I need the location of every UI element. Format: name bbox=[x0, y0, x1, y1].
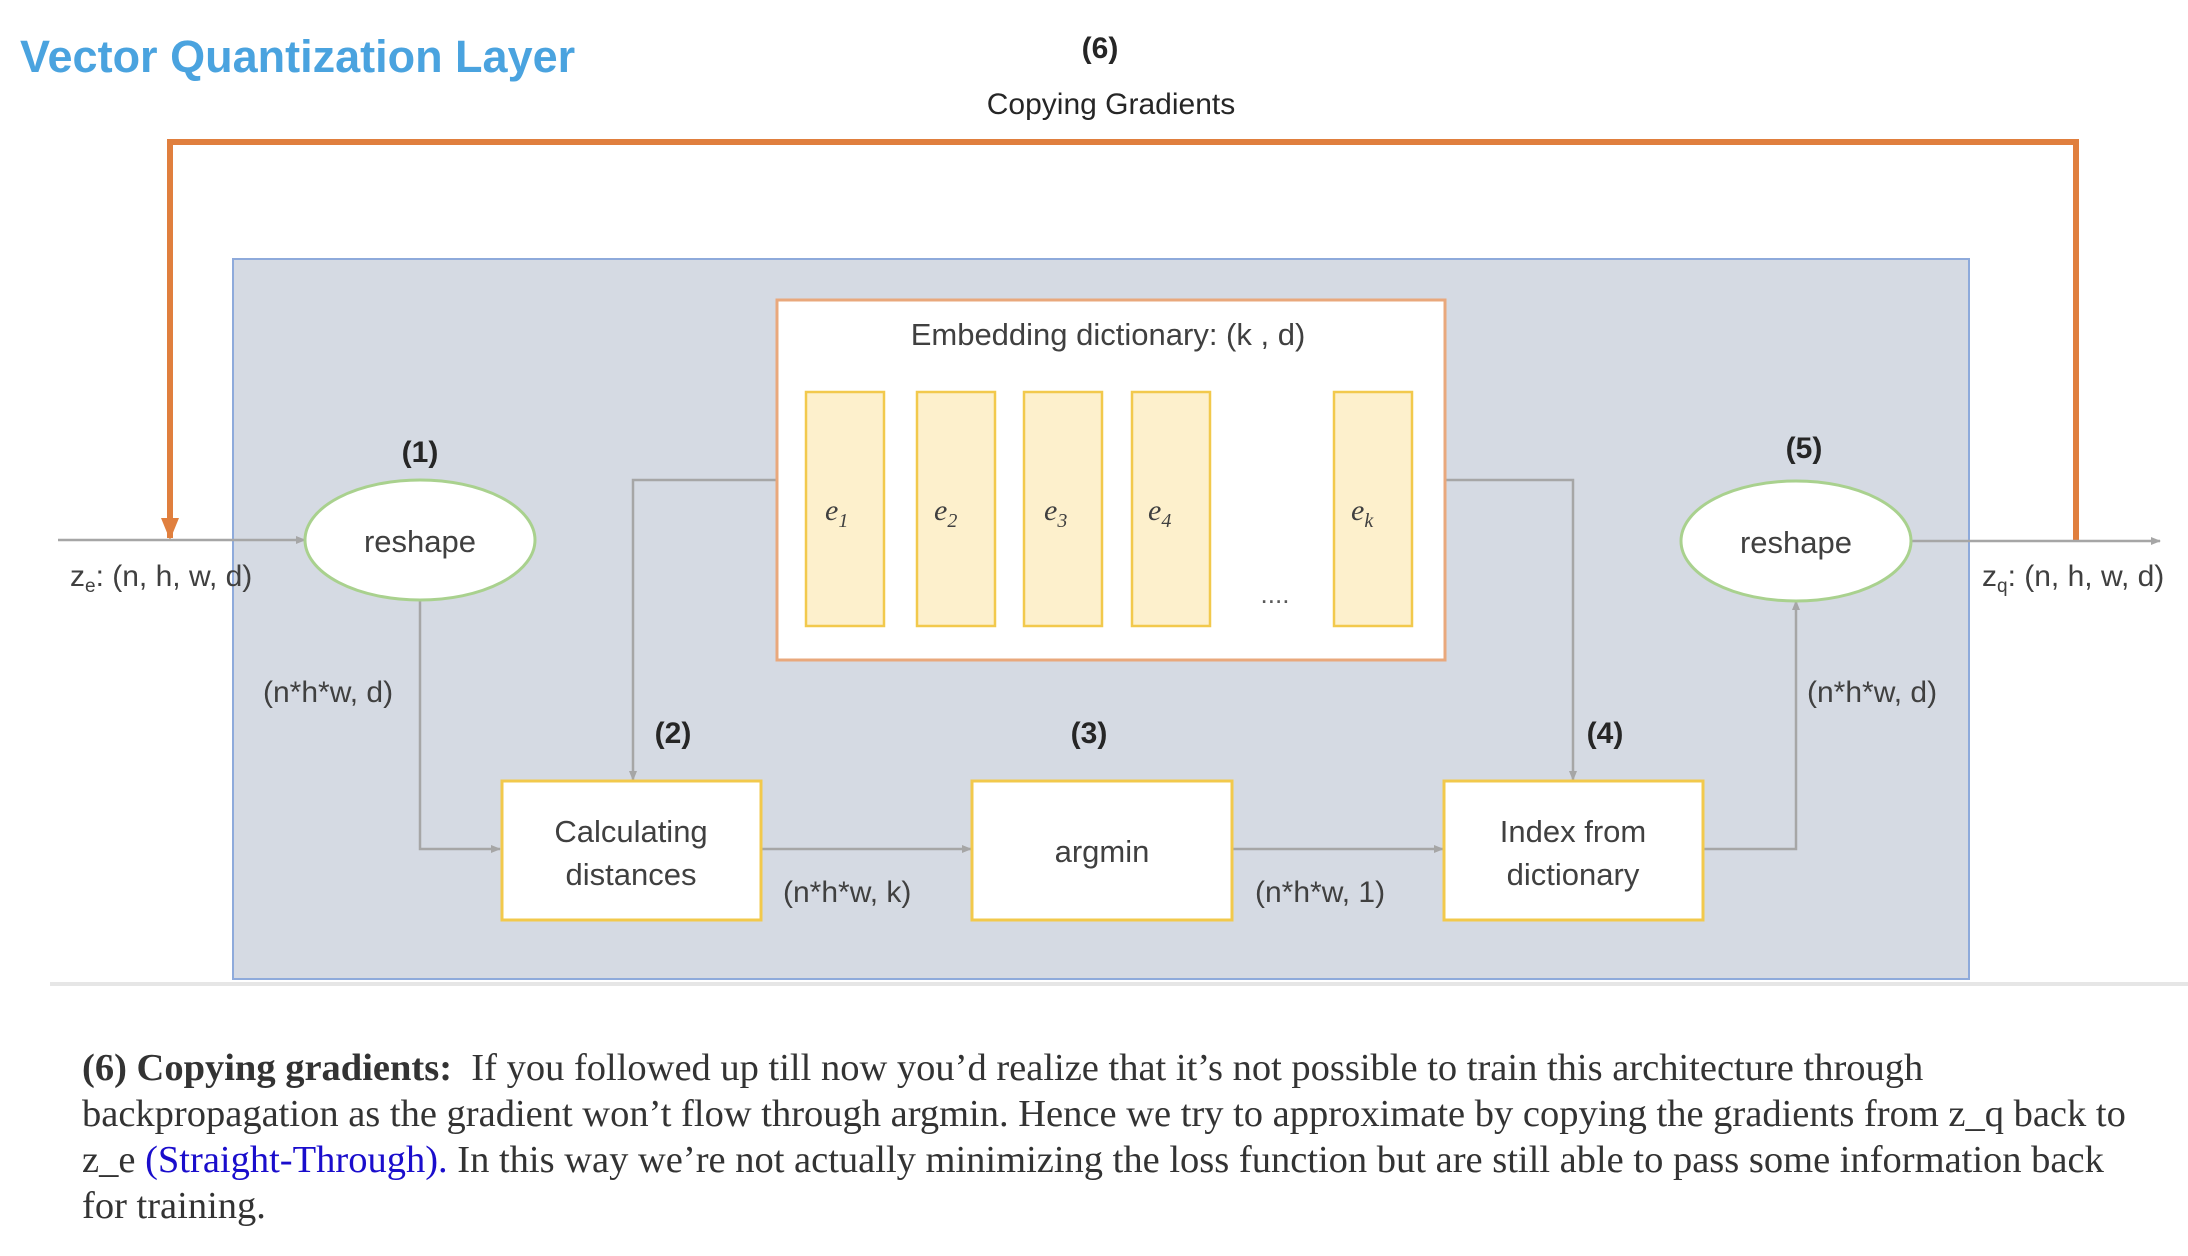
input-shape-label: $z_e$: (n, h, w, d) bbox=[70, 560, 253, 597]
embedding-vector-2 bbox=[917, 392, 995, 626]
embedding-vector-4 bbox=[1132, 392, 1210, 626]
embedding-label-2: $e_2$ bbox=[934, 494, 958, 532]
caption-lead: (6) Copying gradients: bbox=[82, 1047, 453, 1089]
embedding-label-4: $e_4$ bbox=[1148, 494, 1172, 532]
shape-argmin: (n*h*w, 1) bbox=[1255, 876, 1386, 909]
shape-after-reshape: (n*h*w, d) bbox=[263, 676, 394, 709]
calculating-distances-line1: Calculating bbox=[554, 814, 708, 849]
output-shape-label: $z_q$: (n, h, w, d) bbox=[1982, 560, 2165, 597]
embedding-vector-1 bbox=[806, 392, 884, 626]
index-from-dictionary-line2: dictionary bbox=[1506, 857, 1640, 892]
step6-label: Copying Gradients bbox=[986, 88, 1236, 121]
index-from-dictionary-box bbox=[1444, 781, 1703, 920]
index-from-dictionary-line1: Index from bbox=[1499, 814, 1647, 849]
caption-text-2: In this way we’re not actually minimizing the loss function but are still able to pass some information back for training. bbox=[82, 1139, 2104, 1227]
caption-text-1: If you followed up till now you’d realize that it’s not possible to train this architecture through backpropagation as the gradient won’t flow through argmin. Hence we try to approximate by copying the gradients from z_q back to z_e bbox=[82, 1047, 2126, 1181]
reshape-in-label: reshape bbox=[363, 524, 477, 559]
calculating-distances-box bbox=[502, 781, 761, 920]
embedding-label-k: $e_k$ bbox=[1351, 494, 1374, 532]
shape-distances: (n*h*w, k) bbox=[783, 876, 912, 909]
caption-paragraph bbox=[82, 1045, 2142, 1229]
embedding-vector-3 bbox=[1024, 392, 1102, 626]
step4-number: (4) bbox=[1586, 717, 1624, 750]
argmin-label: argmin bbox=[1054, 834, 1150, 869]
calculating-distances-line2: distances bbox=[565, 857, 697, 892]
embedding-vector-k bbox=[1334, 392, 1412, 626]
embedding-ellipsis: .... bbox=[1260, 579, 1290, 609]
step2-number: (2) bbox=[654, 717, 692, 750]
step6-number: (6) bbox=[1081, 32, 1119, 65]
reshape-out-label: reshape bbox=[1739, 525, 1853, 560]
step3-number: (3) bbox=[1070, 717, 1108, 750]
straight-through-link[interactable]: (Straight-Through). bbox=[145, 1139, 448, 1181]
reshape-out-number: (5) bbox=[1785, 432, 1823, 465]
embedding-label-1: $e_1$ bbox=[825, 494, 849, 532]
diagram-title: Vector Quantization Layer bbox=[20, 31, 576, 82]
reshape-in-number: (1) bbox=[401, 436, 439, 469]
embedding-label-3: $e_3$ bbox=[1044, 494, 1068, 532]
shape-before-reshape: (n*h*w, d) bbox=[1807, 676, 1938, 709]
embedding-dictionary-title: Embedding dictionary: (k , d) bbox=[910, 317, 1306, 352]
